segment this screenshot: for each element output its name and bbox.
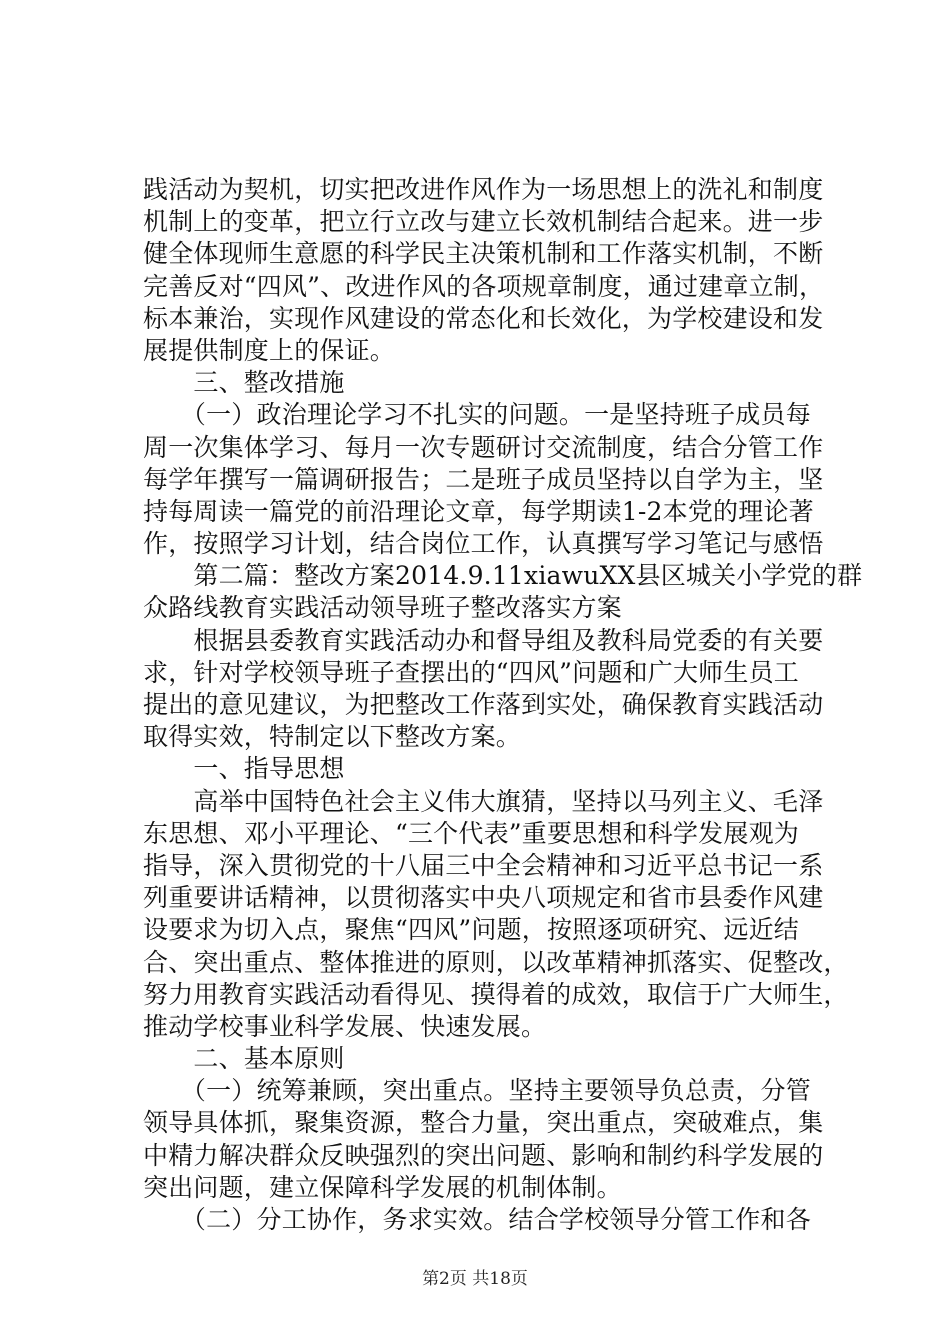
text-line-32: 突出问题，建立保障科学发展的机制体制。 xyxy=(143,1172,622,1202)
text-line-8: （一）政治理论学习不扎实的问题。一是坚持班子成员每 xyxy=(143,400,811,430)
text-line-3: 健全体现师生意愿的科学民主决策机制和工作落实机制，不断 xyxy=(143,239,824,269)
text-line-16: 求，针对学校领导班子查摆出的“四风”问题和广大师生员工 xyxy=(143,657,799,687)
text-line-23: 列重要讲话精神，以贯彻落实中央八项规定和省市县委作风建 xyxy=(143,883,824,913)
article-title-line-2: 众路线教育实践活动领导班子整改落实方案 xyxy=(143,593,622,623)
text-line-5: 标本兼治，实现作风建设的常态化和长效化，为学校建设和发 xyxy=(143,303,824,333)
section-heading-measures: 三、整改措施 xyxy=(143,368,345,398)
page-number-footer: 第2页 共18页 xyxy=(422,1269,528,1289)
section-heading-principles: 二、基本原则 xyxy=(143,1044,345,1074)
text-line-27: 推动学校事业科学发展、快速发展。 xyxy=(143,1011,547,1041)
text-line-1: 践活动为契机，切实把改进作风作为一场思想上的洗礼和制度 xyxy=(143,175,824,204)
section-heading-guidance: 一、指导思想 xyxy=(143,754,345,784)
text-line-26: 努力用教育实践活动看得见、摸得着的成效，取信于广大师生， xyxy=(143,979,849,1009)
text-line-11: 持每周读一篇党的前沿理论文章，每学期读1-2本党的理论著 xyxy=(143,496,814,526)
text-line-17: 提出的意见建议，为把整改工作落到实处，确保教育实践活动 xyxy=(143,690,824,719)
text-line-30: 领导具体抓，聚集资源，整合力量，突出重点，突破难点，集 xyxy=(143,1108,824,1138)
text-line-24: 设要求为切入点，聚焦“四风”问题，按照逐项研究、远近结 xyxy=(143,915,799,945)
text-line-4: 完善反对“四风”、改进作风的各项规章制度，通过建章立制， xyxy=(143,271,825,301)
text-line-20: 高举中国特色社会主义伟大旗猜，坚持以马列主义、毛泽 xyxy=(143,786,824,816)
text-line-15: 根据县委教育实践活动办和督导组及教科局党委的有关要 xyxy=(143,625,824,655)
text-line-2: 机制上的变革，把立行立改与建立长效机制结合起来。进一步 xyxy=(143,207,824,237)
document-body xyxy=(143,174,863,1236)
text-line-22: 指导，深入贯彻党的十八届三中全会精神和习近平总书记一系 xyxy=(143,850,824,880)
text-line-29: （一）统筹兼顾，突出重点。坚持主要领导负总责，分管 xyxy=(143,1076,811,1106)
text-line-10: 每学年撰写一篇调研报告；二是班子成员坚持以自学为主，坚 xyxy=(143,464,824,494)
text-line-31: 中精力解决群众反映强烈的突出问题、影响和制约科学发展的 xyxy=(143,1140,824,1170)
text-line-25: 合、突出重点、整体推进的原则，以改革精神抓落实、促整改， xyxy=(143,947,849,977)
article-title-line-1: 第二篇：整改方案2014.9.11xiawuXX县区城关小学党的群 xyxy=(143,561,863,591)
text-line-18: 取得实效，特制定以下整改方案。 xyxy=(143,722,522,752)
text-line-33: （二）分工协作，务求实效。结合学校领导分管工作和各 xyxy=(143,1205,811,1234)
text-line-21: 东思想、邓小平理论、“三个代表”重要思想和科学发展观为 xyxy=(143,818,799,848)
text-line-6: 展提供制度上的保证。 xyxy=(143,335,396,365)
text-line-12: 作，按照学习计划，结合岗位工作，认真撰写学习笔记与感悟 xyxy=(143,529,824,559)
text-line-9: 周一次集体学习、每月一次专题研讨交流制度，结合分管工作 xyxy=(143,432,824,462)
